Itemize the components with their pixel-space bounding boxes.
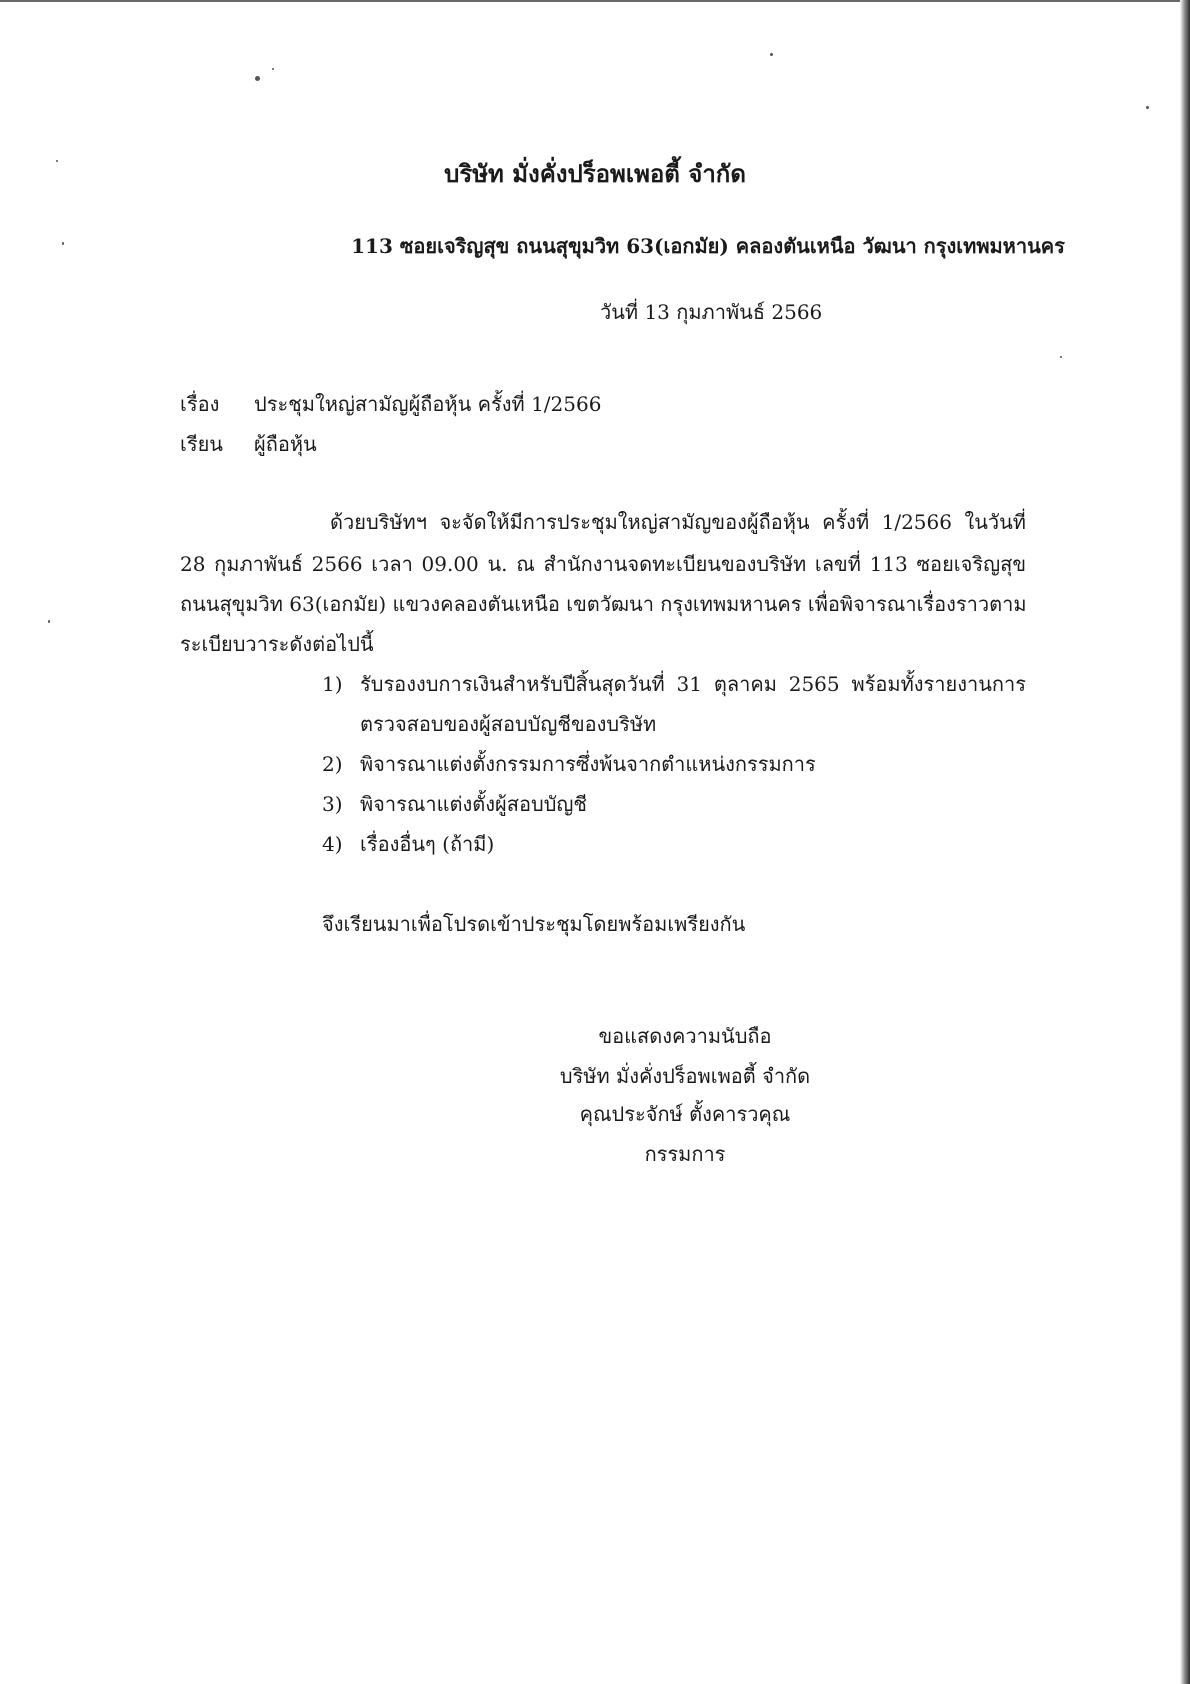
scan-speck — [1060, 356, 1062, 358]
body-line-1: ด้วยบริษัทฯ จะจัดให้มีการประชุมใหญ่สามัญของผู้ถือหุ้น ครั้งที่ 1/2566 ในวันที่ — [330, 510, 1026, 534]
body-line-3: ถนนสุขุมวิท 63(เอกมัย) แขวงคลองตันเหนือ เขตวัฒนา กรุงเทพมหานคร เพื่อพิจารณาเรื่องราวตาม — [180, 592, 1027, 616]
signature-company: บริษัท มั่งคั่งปร็อพเพอตี้ จำกัด — [559, 1064, 811, 1088]
signature-salutation: ขอแสดงความนับถือ — [598, 1024, 772, 1048]
scan-speck — [48, 620, 50, 623]
subject-value: ประชุมใหญ่สามัญผู้ถือหุ้น ครั้งที่ 1/2566 — [254, 392, 602, 416]
closing-line: จึงเรียนมาเพื่อโปรดเข้าประชุมโดยพร้อมเพรียงกัน — [322, 912, 746, 936]
scan-edge-top — [0, 0, 1190, 2]
agenda-number: 2) — [322, 752, 343, 776]
company-name: บริษัท มั่งคั่งปร็อพเพอตี้ จำกัด — [444, 159, 746, 188]
signature-title: กรรมการ — [644, 1142, 726, 1166]
subject-label: เรื่อง — [180, 392, 220, 416]
agenda-item-text: พิจารณาแต่งตั้งกรรมการซึ่งพ้นจากตำแหน่งกรรมการ — [360, 752, 816, 776]
company-address: 113 ซอยเจริญสุข ถนนสุขุมวิท 63(เอกมัย) คลองตันเหนือ วัฒนา กรุงเทพมหานคร — [351, 234, 1065, 258]
letter-date: วันที่ 13 กุมภาพันธ์ 2566 — [600, 300, 823, 324]
agenda-item-text-continued: ตรวจสอบของผู้สอบบัญชีของบริษัท — [360, 712, 657, 736]
agenda-item-text: รับรองงบการเงินสำหรับปีสิ้นสุดวันที่ 31 ตุลาคม 2565 พร้อมทั้งรายงานการ — [360, 672, 1026, 696]
body-line-4: ระเบียบวาระดังต่อไปนี้ — [180, 632, 374, 656]
scan-speck — [272, 68, 274, 70]
addressee-value: ผู้ถือหุ้น — [254, 432, 317, 456]
scan-speck — [255, 76, 260, 81]
scan-speck — [1146, 106, 1149, 109]
agenda-number: 1) — [322, 672, 343, 696]
scan-speck — [770, 53, 773, 56]
signature-name: คุณประจักษ์ ตั้งคารวคุณ — [579, 1102, 791, 1126]
agenda-number: 3) — [322, 792, 343, 816]
body-line-2: 28 กุมภาพันธ์ 2566 เวลา 09.00 น. ณ สำนักงานจดทะเบียนของบริษัท เลขที่ 113 ซอยเจริญสุข — [180, 552, 1026, 576]
agenda-number: 4) — [322, 832, 343, 856]
addressee-label: เรียน — [180, 432, 223, 456]
agenda-item-text: เรื่องอื่นๆ (ถ้ามี) — [360, 832, 495, 856]
agenda-item-text: พิจารณาแต่งตั้งผู้สอบบัญชี — [360, 792, 588, 816]
